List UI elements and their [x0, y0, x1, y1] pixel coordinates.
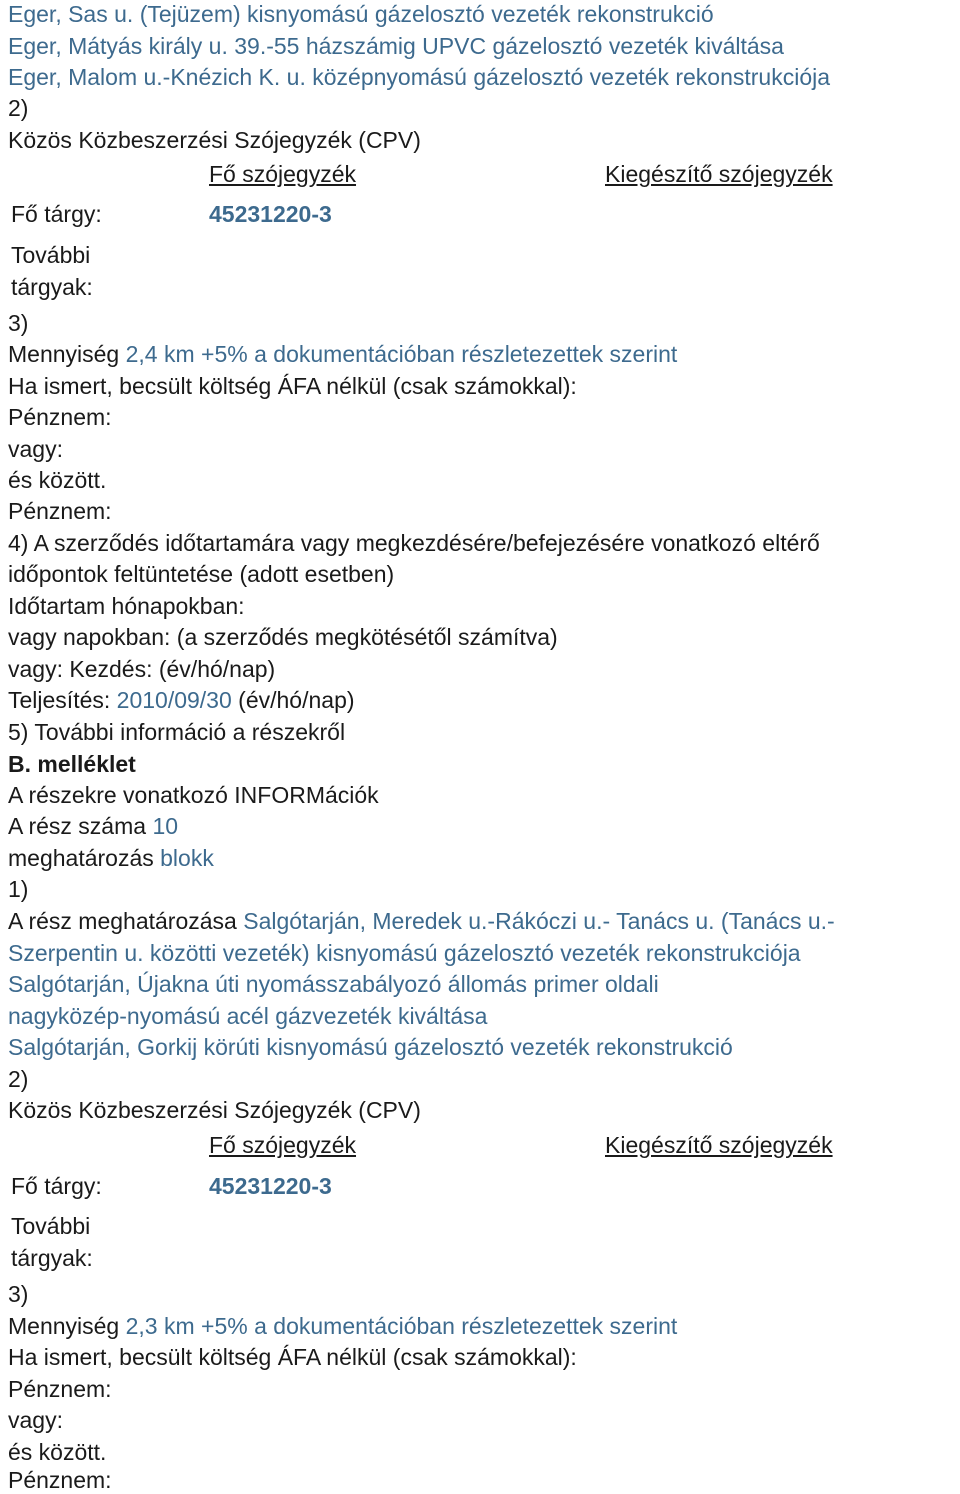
definition-row [8, 844, 214, 872]
quantity-label: Mennyiség [8, 1313, 120, 1339]
main-subject-label: Fő tárgy: [11, 201, 102, 227]
quantity-row [8, 340, 677, 368]
cpv-title: Közös Közbeszerzési Szójegyzék (CPV) [8, 1097, 421, 1123]
completion-label: Teljesítés: [8, 687, 111, 713]
part-number-label: A rész száma [8, 813, 147, 839]
part-definition-line: Szerpentin u. közötti vezeték) kisnyomású gázelosztó vezeték rekonstrukciója [8, 940, 801, 966]
part-description-line: Eger, Malom u.-Knézich K. u. középnyomású gázelosztó vezeték rekonstrukciója [8, 64, 831, 90]
additional-subjects-label: További [11, 1213, 91, 1239]
currency-label: Pénznem: [8, 1376, 112, 1402]
currency-label: Pénznem: [8, 1467, 112, 1493]
main-subject-label: Fő tárgy: [11, 1173, 102, 1199]
quantity-value: 2,3 km +5% a dokumentációban részletezettek szerint [125, 1313, 678, 1339]
cost-label: Ha ismert, becsült költség ÁFA nélkül (csak számokkal): [8, 1344, 577, 1370]
part-definition-label: A rész meghatározása [8, 908, 237, 934]
part-definition-line: Salgótarján, Meredek u.-Rákóczi u.- Tanács u. (Tanács u.- [243, 908, 835, 934]
section-number: 3) [8, 1281, 29, 1307]
cpv-title: Közös Közbeszerzési Szójegyzék (CPV) [8, 127, 421, 153]
duration-days-label: vagy napokban: (a szerződés megkötésétől számítva) [8, 624, 558, 650]
start-label: vagy: Kezdés: (év/hó/nap) [8, 656, 276, 682]
currency-label: Pénznem: [8, 498, 112, 524]
annex-subtitle: A részekre vonatkozó INFORMációk [8, 782, 379, 808]
section-5-heading: 5) További információ a részekről [8, 719, 346, 745]
or-label: vagy: [8, 1407, 63, 1433]
supplementary-vocabulary-header: Kiegészítő szójegyzék [605, 161, 833, 187]
part-definition-row [8, 907, 835, 935]
annex-title: B. melléklet [8, 751, 136, 777]
additional-subjects-label: További [11, 242, 91, 268]
main-vocabulary-header: Fő szójegyzék [209, 161, 357, 187]
part-definition-line: Salgótarján, Gorkij körúti kisnyomású gázelosztó vezeték rekonstrukció [8, 1034, 733, 1060]
or-label: vagy: [8, 436, 63, 462]
completion-date: 2010/09/30 [116, 687, 232, 713]
section-number: 2) [8, 95, 29, 121]
completion-row [8, 686, 355, 714]
section-4-heading: 4) A szerződés időtartamára vagy megkezdésére/befejezésére vonatkozó eltérő [8, 530, 820, 556]
currency-label: Pénznem: [8, 404, 112, 430]
part-number: 10 [152, 813, 179, 839]
section-4-heading: időpontok feltüntetése (adott esetben) [8, 561, 395, 587]
duration-months-label: Időtartam hónapokban: [8, 593, 245, 619]
between-label: és között. [8, 467, 107, 493]
part-number-row [8, 812, 178, 840]
additional-subjects-label: tárgyak: [11, 274, 93, 300]
quantity-label: Mennyiség [8, 341, 120, 367]
section-number: 1) [8, 876, 29, 902]
quantity-value: 2,4 km +5% a dokumentációban részletezettek szerint [125, 341, 678, 367]
cost-label: Ha ismert, becsült költség ÁFA nélkül (csak számokkal): [8, 373, 577, 399]
supplementary-vocabulary-header: Kiegészítő szójegyzék [605, 1132, 833, 1158]
additional-subjects-label: tárgyak: [11, 1245, 93, 1271]
quantity-row [8, 1312, 677, 1340]
main-subject-code: 45231220-3 [209, 201, 332, 227]
between-label: és között. [8, 1439, 107, 1465]
part-description-line: Eger, Mátyás király u. 39.-55 házszámig UPVC gázelosztó vezeték kiváltása [8, 33, 784, 59]
definition-value: blokk [160, 845, 214, 871]
part-definition-line: nagyközép-nyomású acél gázvezeték kiváltása [8, 1003, 488, 1029]
section-number: 3) [8, 310, 29, 336]
main-subject-code: 45231220-3 [209, 1173, 332, 1199]
part-definition-line: Salgótarján, Újakna úti nyomásszabályozó állomás primer oldali [8, 971, 659, 997]
part-description-line: Eger, Sas u. (Tejüzem) kisnyomású gázelosztó vezeték rekonstrukció [8, 1, 714, 27]
section-number: 2) [8, 1066, 29, 1092]
completion-format: (év/hó/nap) [238, 687, 355, 713]
main-vocabulary-header: Fő szójegyzék [209, 1132, 357, 1158]
definition-label: meghatározás [8, 845, 154, 871]
